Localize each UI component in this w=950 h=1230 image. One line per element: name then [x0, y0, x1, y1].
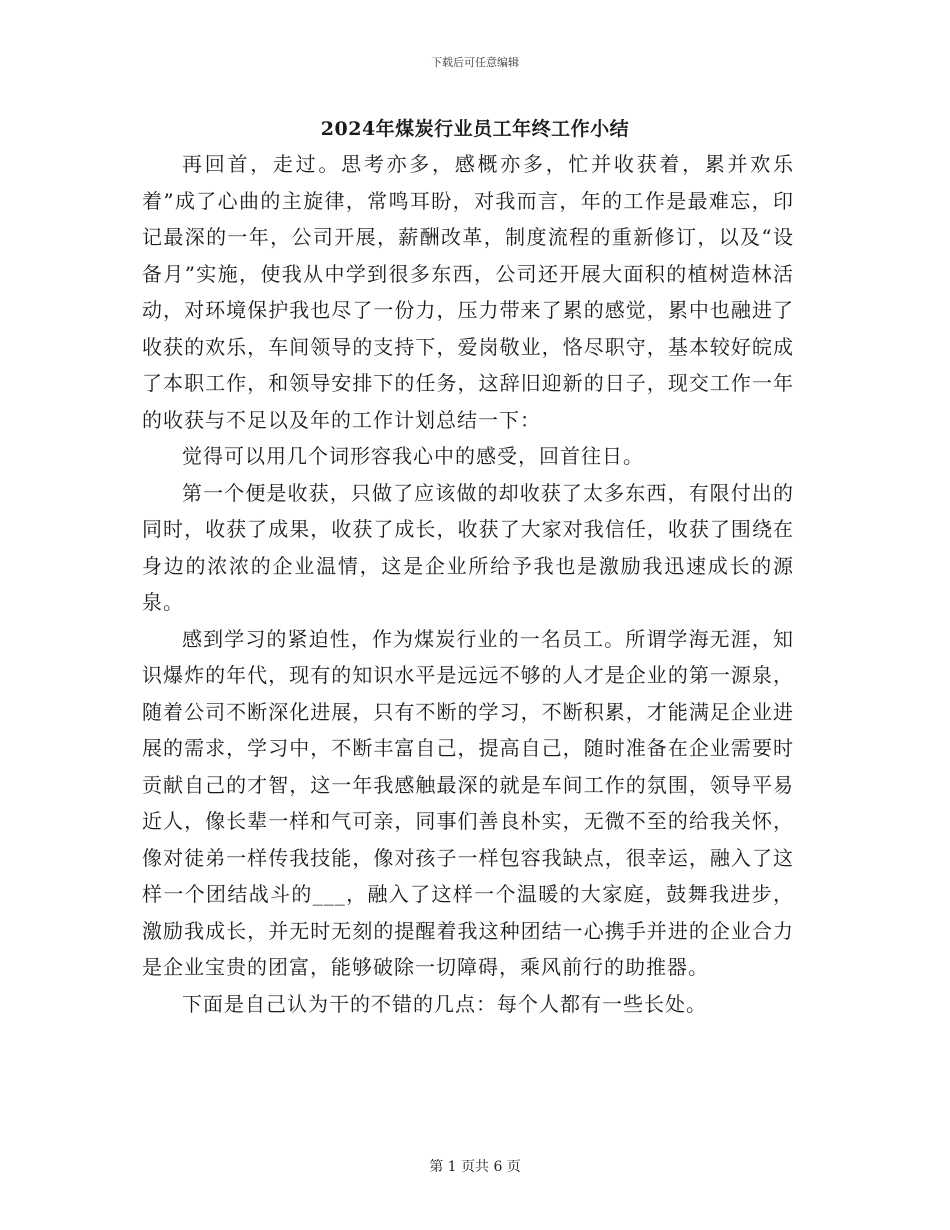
paragraph-3: 第一个便是收获，只做了应该做的却收获了太多东西，有限付出的同时，收获了成果，收获了成长，收获了大家对我信任，收获了围绕在身边的浓浓的企业温情，这是企业所给予我也是激励我迅速成长的源泉。 — [142, 480, 794, 614]
paragraph-1: 再回首，走过。思考亦多，感概亦多，忙并收获着，累并欢乐着”成了心曲的主旋律，常鸣耳盼，对我而言，年的工作是最难忘，印记最深的一年，公司开展，薪酬改革，制度流程的重新修订，以及“设备月”实施，使我从中学到很多东西，公司还开展大面积的植树造林活动，对环境保护我也尽了一份力，压力带来了累的感觉，累中也融进了收获的欢乐，车间领导的支持下，爱岗敬业，恪尽职守，基本较好皖成了本职工作，和领导安排下的任务，这辞旧迎新的日子，现交工作一年的收获与不足以及年的工作计划总结一下： — [142, 152, 794, 432]
document-title: 2024年煤炭行业员工年终工作小结 — [320, 118, 630, 140]
paragraph-5: 下面是自己认为干的不错的几点：每个人都有一些长处。 — [182, 991, 707, 1016]
page-number-footer: 第 1 页共 6 页 — [429, 1159, 521, 1175]
header-note: 下载后可任意编辑 — [431, 56, 519, 69]
paragraph-2: 觉得可以用几个词形容我心中的感受，回首往日。 — [182, 444, 644, 468]
paragraph-4: 感到学习的紧迫性，作为煤炭行业的一名员工。所谓学海无涯，知识爆炸的年代，现有的知识水平是远远不够的人才是企业的第一源泉，随着公司不断深化进展，只有不断的学习，不断积累，才能满足企业进展的需求，学习中，不断丰富自己，提高自己，随时准备在企业需要时贡献自己的才智，这一年我感触最深的就是车间工作的氛围，领导平易近人，像长辈一样和气可亲，同事们善良朴实，无微不至的给我关怀，像对徒弟一样传我技能，像对孩子一样包容我缺点，很幸运，融入了这样一个团结战斗的___，融入了这样一个温暖的大家庭，鼓舞我进步，激励我成长，并无时无刻的提醒着我这种团结一心携手并进的企业合力是企业宝贵的团富，能够破除一切障碍，乘风前行的助推器。 — [142, 626, 794, 979]
document-body — [142, 146, 794, 1022]
